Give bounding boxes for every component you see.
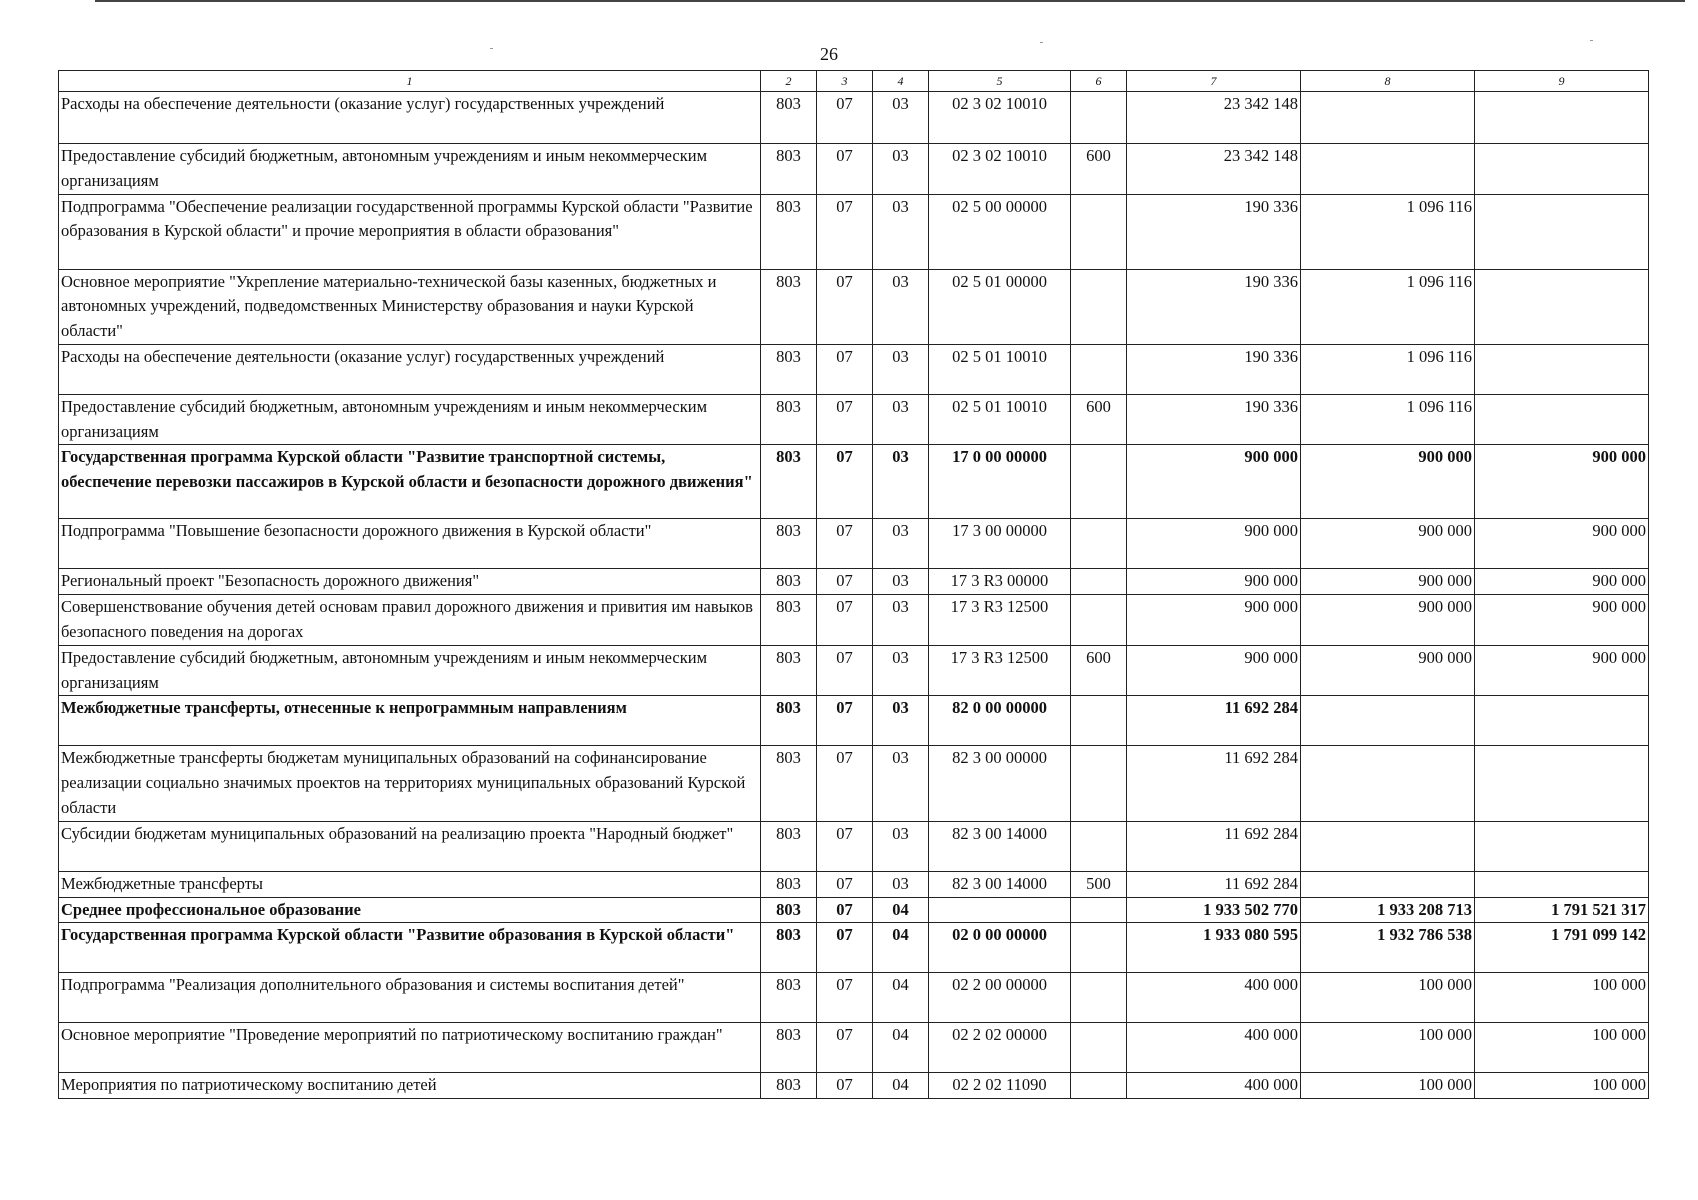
cell-amount-year-2: 100 000	[1301, 973, 1475, 1023]
cell-ministry-code: 803	[761, 344, 817, 394]
table-row	[59, 1073, 1649, 1099]
cell-subsection: 03	[873, 394, 929, 445]
cell-amount-year-1: 23 342 148	[1127, 92, 1301, 144]
cell-amount-year-1: 190 336	[1127, 394, 1301, 445]
budget-table	[58, 70, 1649, 1099]
cell-ministry-code: 803	[761, 194, 817, 269]
cell-subsection: 03	[873, 92, 929, 144]
cell-expense-type	[1071, 445, 1127, 519]
scan-speck	[490, 48, 493, 49]
col-header: 8	[1301, 71, 1475, 92]
row-name: Государственная программа Курской области "Развитие образования в Курской области"	[59, 923, 761, 973]
cell-expense-type	[1071, 194, 1127, 269]
cell-target-article: 82 3 00 00000	[929, 746, 1071, 821]
cell-amount-year-3: 1 791 099 142	[1475, 923, 1649, 973]
cell-ministry-code: 803	[761, 595, 817, 646]
row-name: Межбюджетные трансферты бюджетам муниципальных образований на софинансирование реализации социально значимых проектов на территориях муниципальных образований Курской области	[59, 746, 761, 821]
top-rule	[95, 0, 1685, 2]
cell-amount-year-1: 190 336	[1127, 194, 1301, 269]
cell-amount-year-3: 1 791 521 317	[1475, 897, 1649, 923]
cell-amount-year-1: 1 933 080 595	[1127, 923, 1301, 973]
row-name: Межбюджетные трансферты	[59, 871, 761, 897]
cell-ministry-code: 803	[761, 821, 817, 871]
cell-ministry-code: 803	[761, 144, 817, 195]
table-row	[59, 194, 1649, 269]
cell-subsection: 03	[873, 821, 929, 871]
cell-expense-type	[1071, 269, 1127, 344]
cell-target-article: 02 5 01 00000	[929, 269, 1071, 344]
table-row	[59, 923, 1649, 973]
table-row	[59, 746, 1649, 821]
cell-subsection: 03	[873, 746, 929, 821]
cell-section: 07	[817, 595, 873, 646]
row-name: Подпрограмма "Повышение безопасности дорожного движения в Курской области"	[59, 519, 761, 569]
cell-ministry-code: 803	[761, 394, 817, 445]
row-name: Субсидии бюджетам муниципальных образований на реализацию проекта "Народный бюджет"	[59, 821, 761, 871]
cell-amount-year-2: 900 000	[1301, 645, 1475, 696]
cell-amount-year-1: 400 000	[1127, 973, 1301, 1023]
cell-expense-type	[1071, 1073, 1127, 1099]
cell-amount-year-2	[1301, 821, 1475, 871]
cell-target-article: 02 5 01 10010	[929, 344, 1071, 394]
cell-ministry-code: 803	[761, 871, 817, 897]
cell-target-article: 82 0 00 00000	[929, 696, 1071, 746]
cell-amount-year-1: 900 000	[1127, 595, 1301, 646]
cell-expense-type: 600	[1071, 645, 1127, 696]
row-name: Мероприятия по патриотическому воспитанию детей	[59, 1073, 761, 1099]
cell-target-article: 17 3 R3 00000	[929, 569, 1071, 595]
cell-section: 07	[817, 923, 873, 973]
cell-subsection: 04	[873, 897, 929, 923]
cell-section: 07	[817, 1023, 873, 1073]
cell-expense-type	[1071, 519, 1127, 569]
cell-amount-year-1: 11 692 284	[1127, 821, 1301, 871]
row-name: Региональный проект "Безопасность дорожного движения"	[59, 569, 761, 595]
col-header: 7	[1127, 71, 1301, 92]
cell-subsection: 04	[873, 923, 929, 973]
table-row	[59, 519, 1649, 569]
cell-section: 07	[817, 973, 873, 1023]
cell-amount-year-2: 100 000	[1301, 1073, 1475, 1099]
cell-section: 07	[817, 1073, 873, 1099]
header-row	[59, 71, 1649, 92]
cell-amount-year-1: 11 692 284	[1127, 871, 1301, 897]
cell-section: 07	[817, 144, 873, 195]
cell-expense-type	[1071, 897, 1127, 923]
cell-expense-type	[1071, 696, 1127, 746]
cell-ministry-code: 803	[761, 645, 817, 696]
cell-amount-year-3: 100 000	[1475, 973, 1649, 1023]
row-name: Расходы на обеспечение деятельности (оказание услуг) государственных учреждений	[59, 92, 761, 144]
col-header: 6	[1071, 71, 1127, 92]
cell-amount-year-1: 190 336	[1127, 269, 1301, 344]
table-row	[59, 344, 1649, 394]
row-name: Основное мероприятие "Проведение мероприятий по патриотическому воспитанию граждан"	[59, 1023, 761, 1073]
cell-section: 07	[817, 645, 873, 696]
cell-section: 07	[817, 746, 873, 821]
cell-amount-year-2: 1 096 116	[1301, 344, 1475, 394]
cell-expense-type	[1071, 569, 1127, 595]
cell-target-article: 02 0 00 00000	[929, 923, 1071, 973]
table-body	[59, 92, 1649, 1099]
cell-amount-year-2	[1301, 746, 1475, 821]
cell-subsection: 03	[873, 144, 929, 195]
cell-subsection: 04	[873, 1073, 929, 1099]
cell-target-article: 02 2 02 00000	[929, 1023, 1071, 1073]
table-row	[59, 1023, 1649, 1073]
cell-expense-type: 600	[1071, 144, 1127, 195]
cell-target-article: 17 3 R3 12500	[929, 645, 1071, 696]
cell-amount-year-3: 100 000	[1475, 1023, 1649, 1073]
table-row	[59, 144, 1649, 195]
table-row	[59, 645, 1649, 696]
cell-subsection: 03	[873, 445, 929, 519]
cell-amount-year-3: 900 000	[1475, 569, 1649, 595]
cell-target-article: 02 3 02 10010	[929, 144, 1071, 195]
cell-expense-type	[1071, 344, 1127, 394]
cell-amount-year-2: 1 096 116	[1301, 394, 1475, 445]
cell-amount-year-3	[1475, 194, 1649, 269]
cell-expense-type	[1071, 821, 1127, 871]
scan-speck	[1590, 40, 1593, 41]
cell-target-article: 17 0 00 00000	[929, 445, 1071, 519]
cell-amount-year-3: 900 000	[1475, 445, 1649, 519]
cell-amount-year-1: 900 000	[1127, 569, 1301, 595]
cell-amount-year-2	[1301, 144, 1475, 195]
cell-subsection: 03	[873, 696, 929, 746]
cell-section: 07	[817, 394, 873, 445]
cell-amount-year-2: 100 000	[1301, 1023, 1475, 1073]
cell-amount-year-1: 1 933 502 770	[1127, 897, 1301, 923]
row-name: Подпрограмма "Реализация дополнительного образования и системы воспитания детей"	[59, 973, 761, 1023]
cell-amount-year-3	[1475, 746, 1649, 821]
cell-section: 07	[817, 445, 873, 519]
cell-amount-year-3	[1475, 394, 1649, 445]
cell-amount-year-2: 900 000	[1301, 519, 1475, 569]
col-header: 1	[59, 71, 761, 92]
cell-amount-year-1: 900 000	[1127, 445, 1301, 519]
cell-ministry-code: 803	[761, 269, 817, 344]
cell-amount-year-2: 1 933 208 713	[1301, 897, 1475, 923]
row-name: Совершенствование обучения детей основам правил дорожного движения и привития им навыков безопасного поведения на дорогах	[59, 595, 761, 646]
cell-amount-year-3: 100 000	[1475, 1073, 1649, 1099]
cell-section: 07	[817, 269, 873, 344]
cell-amount-year-2: 900 000	[1301, 445, 1475, 519]
cell-target-article: 17 3 R3 12500	[929, 595, 1071, 646]
col-header: 5	[929, 71, 1071, 92]
cell-target-article: 02 3 02 10010	[929, 92, 1071, 144]
scan-speck	[1040, 42, 1043, 43]
table-row	[59, 92, 1649, 144]
cell-amount-year-2	[1301, 696, 1475, 746]
cell-target-article: 02 5 01 10010	[929, 394, 1071, 445]
cell-target-article: 82 3 00 14000	[929, 871, 1071, 897]
cell-target-article: 02 2 00 00000	[929, 973, 1071, 1023]
cell-amount-year-1: 11 692 284	[1127, 746, 1301, 821]
cell-ministry-code: 803	[761, 569, 817, 595]
cell-amount-year-3: 900 000	[1475, 519, 1649, 569]
cell-section: 07	[817, 194, 873, 269]
cell-subsection: 03	[873, 595, 929, 646]
cell-ministry-code: 803	[761, 897, 817, 923]
row-name: Государственная программа Курской области "Развитие транспортной системы, обеспечение перевозки пассажиров в Курской области и безопасности дорожного движения"	[59, 445, 761, 519]
cell-section: 07	[817, 696, 873, 746]
cell-expense-type: 500	[1071, 871, 1127, 897]
cell-amount-year-3	[1475, 269, 1649, 344]
table-row	[59, 973, 1649, 1023]
cell-expense-type	[1071, 92, 1127, 144]
cell-amount-year-2: 1 096 116	[1301, 194, 1475, 269]
cell-amount-year-3: 900 000	[1475, 595, 1649, 646]
cell-target-article: 82 3 00 14000	[929, 821, 1071, 871]
cell-amount-year-1: 400 000	[1127, 1023, 1301, 1073]
cell-amount-year-3	[1475, 696, 1649, 746]
cell-amount-year-2: 1 932 786 538	[1301, 923, 1475, 973]
row-name: Расходы на обеспечение деятельности (оказание услуг) государственных учреждений	[59, 344, 761, 394]
row-name: Межбюджетные трансферты, отнесенные к непрограммным направлениям	[59, 696, 761, 746]
cell-target-article	[929, 897, 1071, 923]
cell-subsection: 03	[873, 871, 929, 897]
cell-amount-year-1: 900 000	[1127, 645, 1301, 696]
col-header: 2	[761, 71, 817, 92]
cell-ministry-code: 803	[761, 519, 817, 569]
table-row	[59, 569, 1649, 595]
cell-expense-type	[1071, 746, 1127, 821]
cell-amount-year-3	[1475, 871, 1649, 897]
cell-expense-type	[1071, 923, 1127, 973]
page-number: 26	[820, 44, 838, 64]
cell-amount-year-2	[1301, 871, 1475, 897]
cell-amount-year-2	[1301, 92, 1475, 144]
cell-section: 07	[817, 519, 873, 569]
cell-amount-year-2: 900 000	[1301, 569, 1475, 595]
cell-subsection: 04	[873, 973, 929, 1023]
cell-amount-year-3	[1475, 821, 1649, 871]
table-row	[59, 897, 1649, 923]
cell-ministry-code: 803	[761, 696, 817, 746]
cell-amount-year-1: 11 692 284	[1127, 696, 1301, 746]
cell-subsection: 03	[873, 194, 929, 269]
cell-expense-type	[1071, 595, 1127, 646]
cell-amount-year-1: 23 342 148	[1127, 144, 1301, 195]
table-row	[59, 445, 1649, 519]
cell-ministry-code: 803	[761, 923, 817, 973]
cell-ministry-code: 803	[761, 1023, 817, 1073]
cell-section: 07	[817, 871, 873, 897]
cell-amount-year-3: 900 000	[1475, 645, 1649, 696]
table-row	[59, 871, 1649, 897]
cell-ministry-code: 803	[761, 445, 817, 519]
cell-subsection: 03	[873, 344, 929, 394]
cell-section: 07	[817, 897, 873, 923]
cell-ministry-code: 803	[761, 92, 817, 144]
table-row	[59, 394, 1649, 445]
cell-amount-year-3	[1475, 144, 1649, 195]
cell-subsection: 03	[873, 269, 929, 344]
cell-target-article: 02 2 02 11090	[929, 1073, 1071, 1099]
cell-amount-year-2: 900 000	[1301, 595, 1475, 646]
row-name: Предоставление субсидий бюджетным, автономным учреждениям и иным некоммерческим организациям	[59, 645, 761, 696]
cell-amount-year-3	[1475, 92, 1649, 144]
cell-amount-year-2: 1 096 116	[1301, 269, 1475, 344]
cell-expense-type	[1071, 973, 1127, 1023]
col-header: 4	[873, 71, 929, 92]
cell-section: 07	[817, 344, 873, 394]
cell-subsection: 03	[873, 569, 929, 595]
cell-ministry-code: 803	[761, 1073, 817, 1099]
cell-expense-type	[1071, 1023, 1127, 1073]
cell-section: 07	[817, 821, 873, 871]
cell-subsection: 03	[873, 519, 929, 569]
row-name: Подпрограмма "Обеспечение реализации государственной программы Курской области "Развитие образования в Курской области" и прочие мероприятия в области образования"	[59, 194, 761, 269]
cell-subsection: 04	[873, 1023, 929, 1073]
cell-section: 07	[817, 569, 873, 595]
cell-amount-year-1: 900 000	[1127, 519, 1301, 569]
table-row	[59, 269, 1649, 344]
col-header: 3	[817, 71, 873, 92]
cell-ministry-code: 803	[761, 746, 817, 821]
cell-target-article: 17 3 00 00000	[929, 519, 1071, 569]
row-name: Среднее профессиональное образование	[59, 897, 761, 923]
cell-subsection: 03	[873, 645, 929, 696]
cell-section: 07	[817, 92, 873, 144]
row-name: Предоставление субсидий бюджетным, автономным учреждениям и иным некоммерческим организациям	[59, 144, 761, 195]
table-row	[59, 595, 1649, 646]
cell-ministry-code: 803	[761, 973, 817, 1023]
table-row	[59, 821, 1649, 871]
cell-amount-year-3	[1475, 344, 1649, 394]
table-row	[59, 696, 1649, 746]
cell-amount-year-1: 400 000	[1127, 1073, 1301, 1099]
cell-amount-year-1: 190 336	[1127, 344, 1301, 394]
col-header: 9	[1475, 71, 1649, 92]
cell-target-article: 02 5 00 00000	[929, 194, 1071, 269]
row-name: Предоставление субсидий бюджетным, автономным учреждениям и иным некоммерческим организациям	[59, 394, 761, 445]
row-name: Основное мероприятие "Укрепление материально-технической базы казенных, бюджетных и автономных учреждений, подведомственных Министерству образования и науки Курской области"	[59, 269, 761, 344]
cell-expense-type: 600	[1071, 394, 1127, 445]
